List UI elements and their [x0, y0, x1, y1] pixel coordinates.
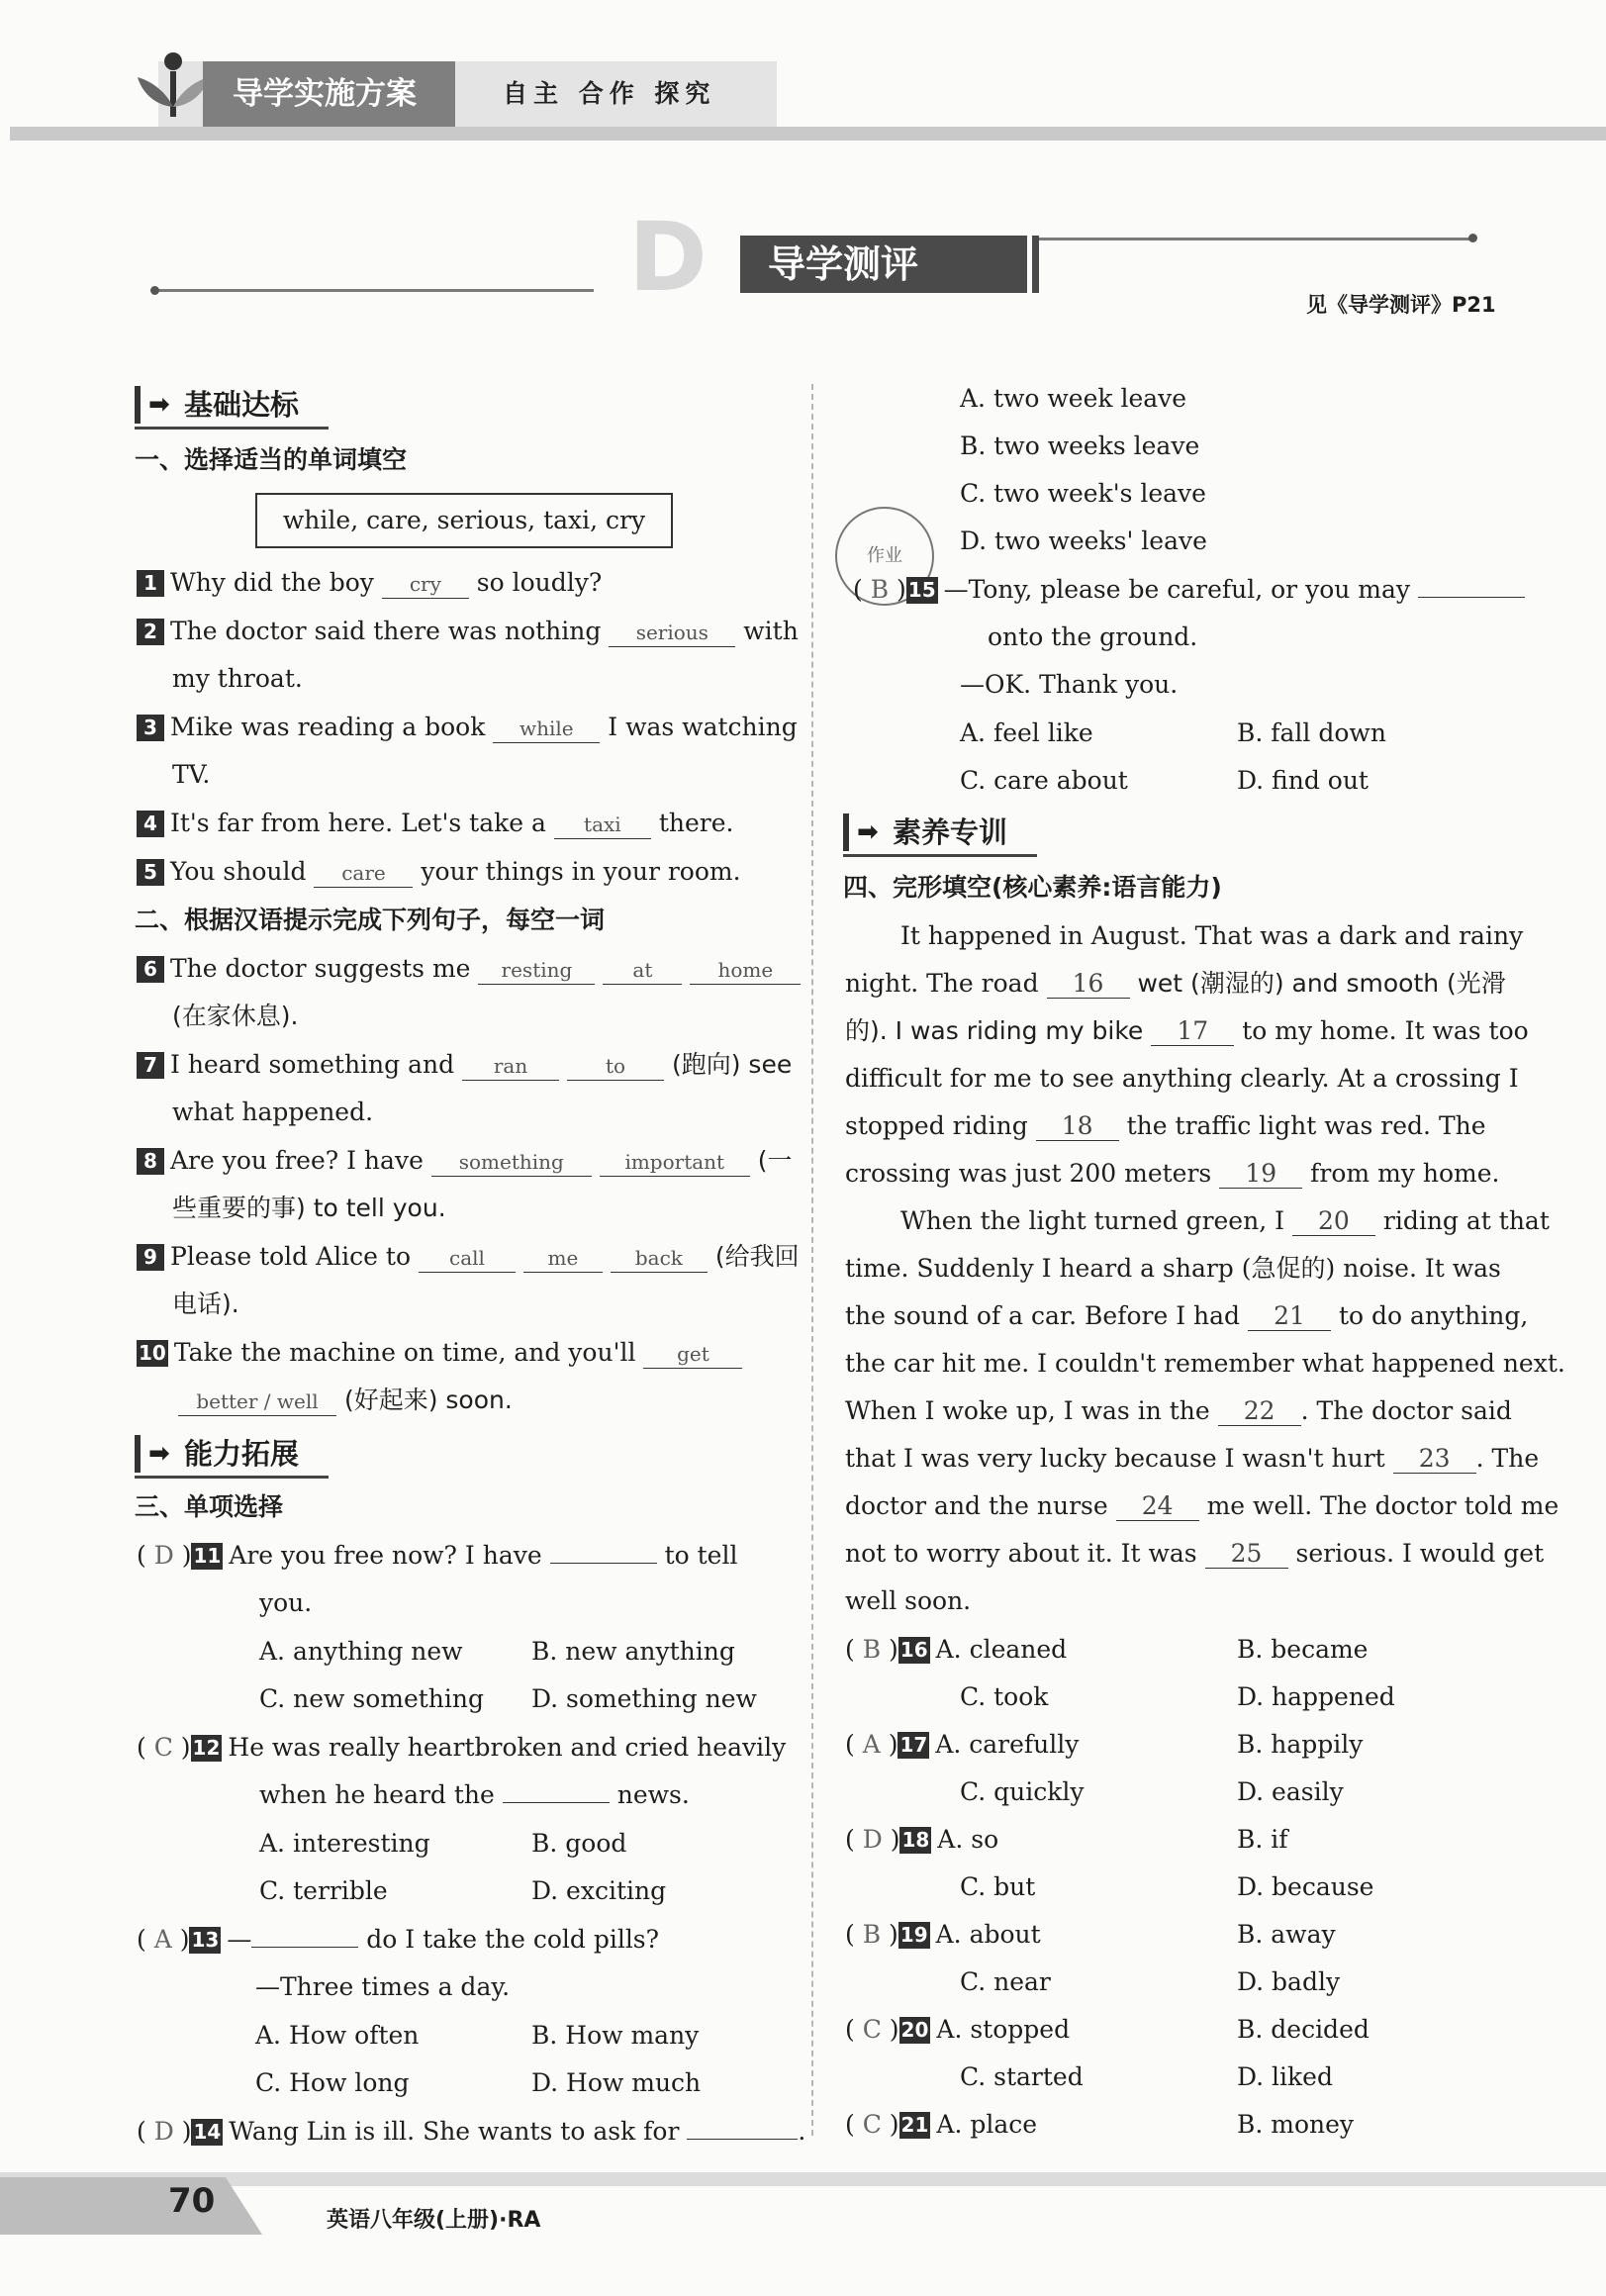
option[interactable]: B. good	[531, 1829, 627, 1858]
option[interactable]: C. near	[960, 1967, 1051, 1996]
cloze-blank[interactable]: 25	[1205, 1540, 1288, 1569]
cloze-question-19: ( B ) 19 A. about	[845, 1920, 1041, 1949]
cloze-question-17: ( A ) 17 A. carefully	[845, 1730, 1080, 1759]
option[interactable]: B. money	[1237, 2110, 1355, 2139]
answer-blank[interactable]	[1418, 597, 1525, 598]
option[interactable]: C. new something	[259, 1684, 485, 1713]
answer-blank[interactable]: at	[603, 956, 682, 985]
option[interactable]: A. anything new	[259, 1637, 463, 1666]
page-number: 70	[168, 2181, 216, 2221]
option[interactable]: C. quickly	[960, 1777, 1085, 1806]
question-9-cont: 电话).	[172, 1290, 239, 1318]
section-literacy-title: ➡ 素养专训	[843, 810, 1007, 855]
option[interactable]: A. feel like	[960, 718, 1093, 747]
option[interactable]: A. interesting	[259, 1829, 430, 1858]
question-2-cont: my throat.	[172, 664, 303, 693]
option[interactable]: A. How often	[255, 2021, 420, 2050]
option[interactable]: B. How many	[531, 2021, 700, 2050]
passage-line: time. Suddenly I heard a sharp (急促的) noise. It was	[845, 1254, 1501, 1283]
answer-blank[interactable]	[503, 1802, 610, 1803]
question-1: 1 Why did the boy cry so loudly?	[137, 566, 602, 600]
cloze-blank[interactable]: 20	[1292, 1207, 1375, 1236]
cloze-question-18: ( D ) 18 A. so	[845, 1825, 999, 1854]
option[interactable]: B. if	[1237, 1825, 1288, 1854]
question-6: 6 The doctor suggests me resting at home	[137, 952, 801, 986]
part3-title: 三、单项选择	[135, 1492, 284, 1521]
answer-blank[interactable]	[550, 1563, 657, 1564]
answer-letter: D	[153, 2117, 174, 2146]
option[interactable]: C. but	[960, 1872, 1036, 1901]
part4-title: 四、完形填空(核心素养:语言能力)	[843, 873, 1222, 902]
question-15-cont: onto the ground.	[988, 622, 1198, 651]
cloze-question-20: ( C ) 20 A. stopped	[845, 2015, 1071, 2044]
question-4: 4 It's far from here. Let's take a taxi there.	[137, 807, 733, 840]
question-12-cont: when he heard the news.	[259, 1780, 690, 1809]
option[interactable]: B. fall down	[1237, 718, 1386, 747]
option[interactable]: D. find out	[1237, 766, 1369, 795]
passage-line: difficult for me to see anything clearly. At a crossing I	[845, 1064, 1519, 1093]
option[interactable]: A. cleaned	[935, 1635, 1068, 1664]
option[interactable]: D. something new	[531, 1684, 757, 1713]
question-6-cont: (在家休息).	[172, 1002, 299, 1030]
question-15: ( B ) 15 —Tony, please be careful, or you may	[853, 573, 1525, 607]
answer-blank[interactable]: something	[431, 1148, 592, 1177]
banner-rule-left	[158, 289, 594, 292]
word-box: while, care, serious, taxi, cry	[255, 493, 673, 548]
question-11: ( D ) 11 Are you free now? I have to tell	[137, 1541, 738, 1570]
header-rule	[10, 127, 1606, 141]
option[interactable]: C. care about	[960, 766, 1128, 795]
answer-blank[interactable]	[687, 2139, 798, 2140]
passage-line: doctor and the nurse 24 me well. The doctor told me	[845, 1491, 1559, 1520]
option[interactable]: D. liked	[1237, 2062, 1333, 2091]
answer-blank[interactable]: better / well	[178, 1387, 336, 1416]
section-ability-title: ➡ 能力拓展	[135, 1431, 299, 1477]
question-12: ( C ) 12 He was really heartbroken and cried heavily	[137, 1733, 787, 1762]
question-7-cont: what happened.	[172, 1098, 374, 1126]
answer-blank[interactable]: important	[600, 1148, 750, 1177]
passage-line: stopped riding 18 the traffic light was red. The	[845, 1111, 1486, 1140]
homework-stamp: 作业	[835, 507, 934, 606]
header-tab-sub: 自主 合作 探究	[503, 79, 716, 108]
option[interactable]: B. happily	[1237, 1730, 1364, 1759]
option[interactable]: C. How long	[255, 2068, 410, 2097]
option[interactable]: B. became	[1237, 1635, 1369, 1664]
option[interactable]: A. place	[936, 2110, 1038, 2139]
question-2: 2 The doctor said there was nothing serious with	[137, 615, 799, 648]
option[interactable]: D. exciting	[531, 1876, 667, 1905]
question-5: 5 You should care your things in your room.	[137, 855, 741, 889]
cloze-blank[interactable]: 16	[1047, 970, 1130, 999]
question-3-cont: TV.	[172, 760, 211, 789]
banner-dot-right	[1468, 234, 1477, 242]
option[interactable]: C. terrible	[259, 1876, 388, 1905]
cloze-blank[interactable]: 19	[1219, 1160, 1302, 1189]
cloze-blank[interactable]: 18	[1036, 1112, 1119, 1141]
question-8: 8 Are you free? I have something important (一	[137, 1144, 792, 1178]
book-title: 英语八年级(上册)·RA	[327, 2208, 541, 2233]
passage-line: that I was very lucky because I wasn't hurt 23 . The	[845, 1444, 1540, 1473]
question-7: 7 I heard something and ran to (跑向) see	[137, 1048, 792, 1082]
answer-blank[interactable]: resting	[478, 956, 595, 985]
option[interactable]: C. started	[960, 2062, 1084, 2091]
answer-blank[interactable]: get	[643, 1340, 742, 1369]
question-8-cont: 些重要的事) to tell you.	[172, 1194, 446, 1222]
option[interactable]: A. carefully	[935, 1730, 1080, 1759]
passage-line: 的). I was riding my bike 17 to my home. It was too	[845, 1016, 1529, 1045]
header-tab-main: 导学实施方案	[203, 61, 455, 127]
passage-line: When I woke up, I was in the 22 . The doctor said	[845, 1396, 1512, 1425]
footer-band	[0, 2172, 1606, 2186]
option[interactable]: D. because	[1237, 1872, 1374, 1901]
arrow-icon: ➡	[857, 817, 879, 847]
option[interactable]: B. new anything	[531, 1637, 735, 1666]
answer-blank[interactable]: taxi	[554, 811, 651, 839]
cloze-blank[interactable]: 21	[1248, 1302, 1331, 1331]
option[interactable]: D. badly	[1237, 1967, 1341, 1996]
answer-blank[interactable]: ran	[462, 1052, 559, 1081]
answer-blank[interactable]: back	[611, 1244, 708, 1273]
option[interactable]: D. happened	[1237, 1682, 1395, 1711]
answer-letter: A	[153, 1925, 172, 1954]
option[interactable]: A. two week leave	[960, 384, 1187, 413]
arrow-icon: ➡	[148, 1439, 170, 1469]
passage-line: the car hit me. I couldn't remember what happened next.	[845, 1349, 1565, 1378]
answer-blank[interactable]: to	[567, 1052, 664, 1081]
option[interactable]: C. took	[960, 1682, 1049, 1711]
part2-title: 二、根据汉语提示完成下列句子，每空一词	[135, 906, 606, 934]
question-3: 3 Mike was reading a book while I was watching	[137, 711, 798, 744]
option[interactable]: A. about	[935, 1920, 1041, 1949]
passage-line: When the light turned green, I 20 riding at that	[900, 1206, 1550, 1235]
cloze-blank[interactable]: 24	[1116, 1492, 1199, 1521]
banner-bar	[1032, 236, 1039, 293]
answer-blank[interactable]: call	[419, 1244, 516, 1273]
answer-letter: C	[153, 1733, 173, 1762]
banner-rule-right	[1039, 238, 1474, 240]
option[interactable]: B. away	[1237, 1920, 1336, 1949]
answer-blank[interactable]: cry	[382, 570, 469, 599]
section-basic-title: ➡ 基础达标	[135, 382, 299, 428]
banner-letter: D	[628, 202, 708, 313]
question-15-reply: —OK. Thank you.	[960, 670, 1179, 699]
answer-blank[interactable]: serious	[609, 619, 735, 647]
option[interactable]: B. decided	[1237, 2015, 1370, 2044]
option[interactable]: A. so	[937, 1825, 999, 1854]
answer-blank[interactable]: care	[314, 859, 413, 888]
cloze-blank[interactable]: 22	[1218, 1397, 1301, 1426]
question-13-cont: —Three times a day.	[255, 1972, 511, 2001]
option[interactable]: D. How much	[531, 2068, 702, 2097]
passage-line: the sound of a car. Before I had 21 to do anything,	[845, 1301, 1529, 1330]
footer-page-tab	[0, 2177, 262, 2235]
option[interactable]: D. two weeks' leave	[960, 526, 1207, 555]
passage-line: not to worry about it. It was 25 serious. I would get	[845, 1539, 1545, 1568]
cloze-blank[interactable]: 17	[1151, 1017, 1234, 1046]
column-divider	[811, 384, 813, 2136]
question-10-cont: better / well (好起来) soon.	[178, 1384, 513, 1417]
answer-blank[interactable]	[251, 1947, 358, 1948]
cloze-blank[interactable]: 23	[1393, 1445, 1476, 1474]
question-9: 9 Please told Alice to call me back (给我回	[137, 1240, 800, 1274]
answer-letter: D	[153, 1541, 174, 1570]
option[interactable]: C. two week's leave	[960, 479, 1206, 508]
banner-dot-left	[150, 286, 159, 295]
answer-blank[interactable]: me	[523, 1244, 603, 1273]
passage-line: crossing was just 200 meters 19 from my home.	[845, 1159, 1500, 1188]
answer-blank[interactable]: home	[690, 956, 801, 985]
sprout-logo-icon	[134, 48, 213, 127]
option[interactable]: A. stopped	[936, 2015, 1071, 2044]
passage-line: night. The road 16 wet (潮湿的) and smooth (光滑	[845, 969, 1506, 998]
cloze-question-21: ( C ) 21 A. place	[845, 2110, 1038, 2139]
part1-title: 一、选择适当的单词填空	[135, 445, 408, 474]
cloze-question-16: ( B ) 16 A. cleaned	[845, 1635, 1068, 1664]
passage-line: well soon.	[845, 1586, 972, 1615]
option[interactable]: D. easily	[1237, 1777, 1344, 1806]
answer-letter: B	[870, 575, 890, 604]
question-11-cont: you.	[259, 1588, 313, 1617]
question-10: 10 Take the machine on time, and you'll get	[137, 1336, 742, 1370]
question-13: ( A ) 13 — do I take the cold pills?	[137, 1925, 660, 1954]
banner-title: 导学测评	[740, 236, 1027, 293]
answer-blank[interactable]: while	[493, 715, 600, 743]
passage-line: It happened in August. That was a dark and rainy	[900, 921, 1524, 950]
question-14: ( D ) 14 Wang Lin is ill. She wants to ask for .	[137, 2117, 806, 2146]
arrow-icon: ➡	[148, 390, 170, 420]
option[interactable]: B. two weeks leave	[960, 431, 1200, 460]
reference-note: 见《导学测评》P21	[1306, 293, 1496, 317]
